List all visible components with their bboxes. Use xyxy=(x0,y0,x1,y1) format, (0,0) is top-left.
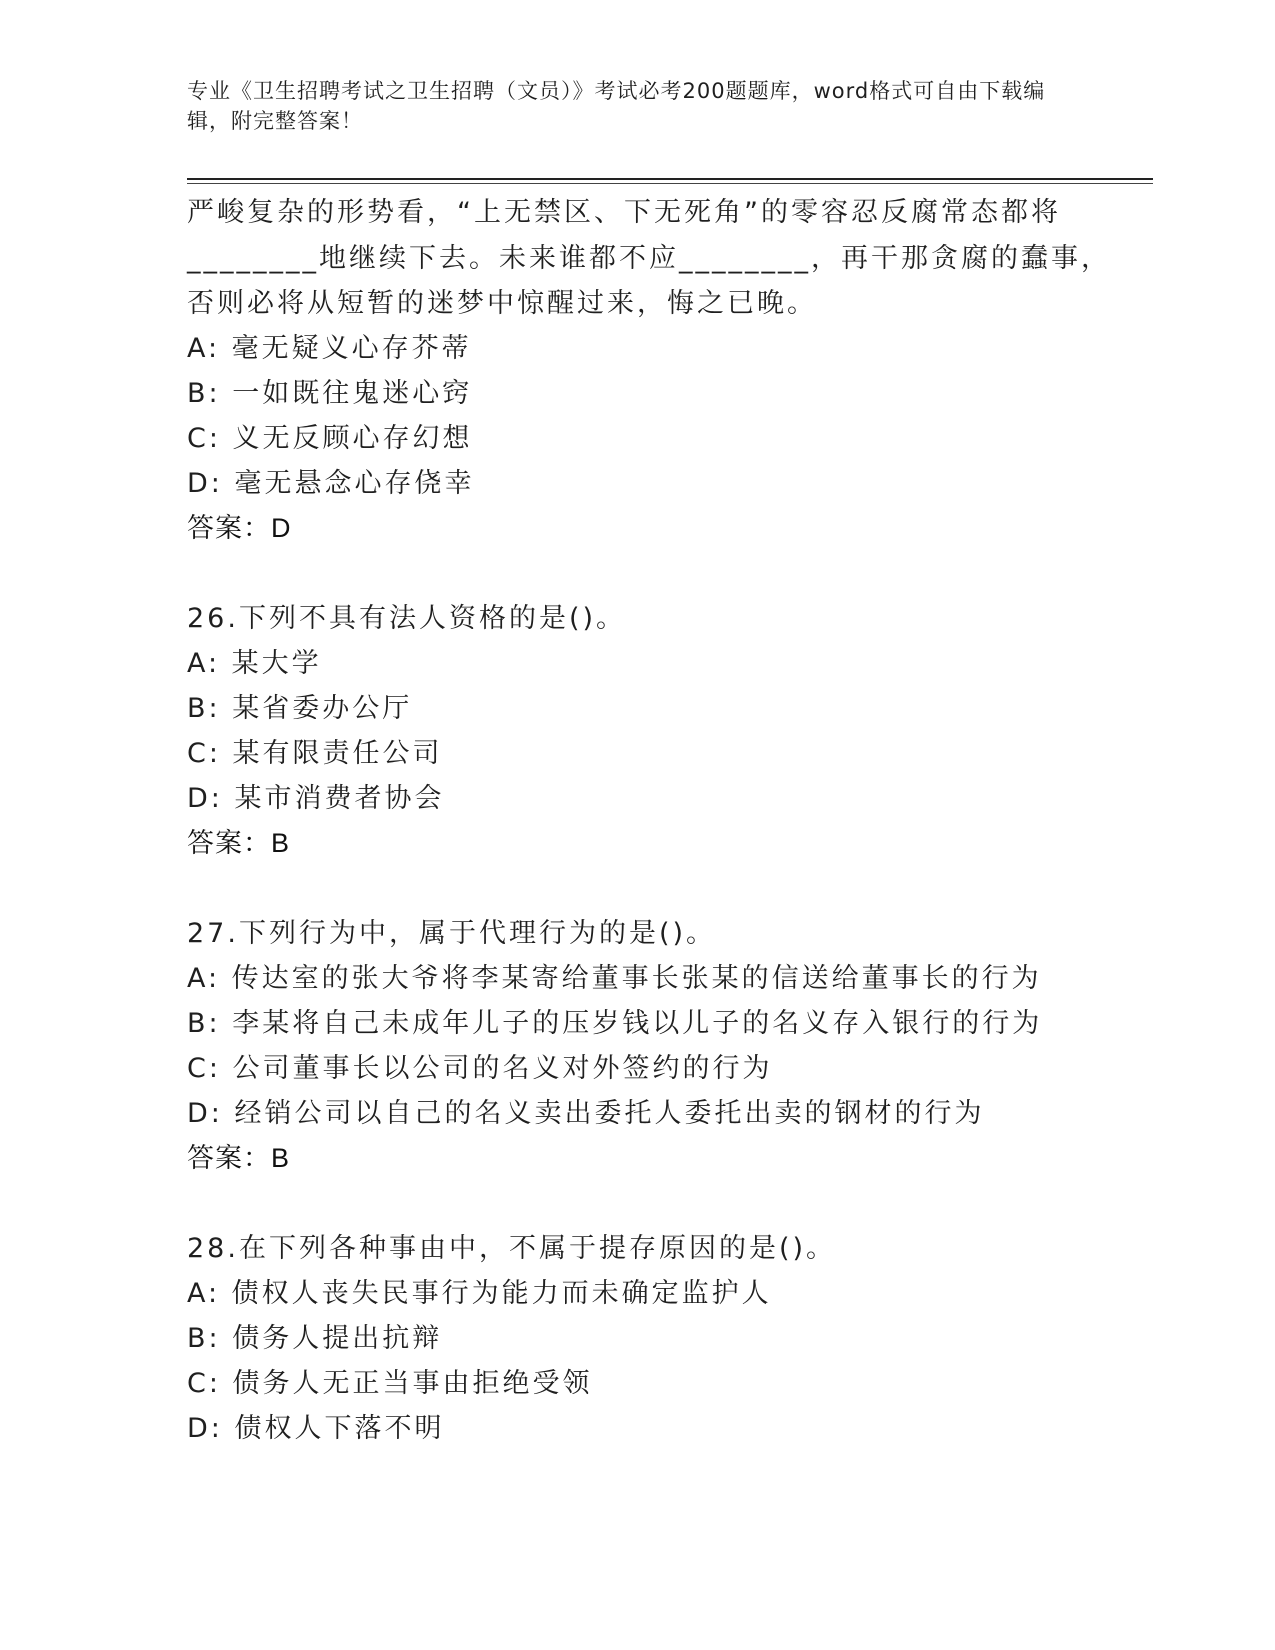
option-d: D: 某市消费者协会 xyxy=(187,783,445,814)
option-d: D: 债权人下落不明 xyxy=(187,1413,445,1444)
spacer xyxy=(187,551,1153,596)
question-stem-line: ________地继续下去。未来谁都不应________，再干那贪腐的蠢事， xyxy=(187,243,1111,274)
question-27 xyxy=(187,911,1153,1181)
option-a: A: 债权人丧失民事行为能力而未确定监护人 xyxy=(187,1278,772,1309)
question-25 xyxy=(187,190,1153,551)
question-26 xyxy=(187,596,1153,866)
question-stem: 27.下列行为中，属于代理行为的是()。 xyxy=(187,918,717,949)
header-rule-thin xyxy=(187,183,1153,184)
option-c: C: 债务人无正当事由拒绝受领 xyxy=(187,1368,593,1399)
option-b: B: 一如既往鬼迷心窍 xyxy=(187,378,473,409)
question-stem-line: 否则必将从短暂的迷梦中惊醒过来，悔之已晚。 xyxy=(187,288,817,319)
document-header: 专业《卫生招聘考试之卫生招聘（文员）》考试必考200题题库，word格式可自由下载编辑，附完整答案！ xyxy=(187,79,1046,133)
option-a: A: 传达室的张大爷将李某寄给董事长张某的信送给董事长的行为 xyxy=(187,963,1042,994)
answer-label: 答案：B xyxy=(187,828,291,858)
option-a: A: 毫无疑义心存芥蒂 xyxy=(187,333,472,364)
header-rule-thick xyxy=(187,178,1153,180)
spacer xyxy=(187,866,1153,911)
option-d: D: 毫无悬念心存侥幸 xyxy=(187,468,475,499)
document-body xyxy=(187,190,1153,1451)
answer-label: 答案：D xyxy=(187,513,292,543)
question-stem: 26.下列不具有法人资格的是()。 xyxy=(187,603,627,634)
question-28 xyxy=(187,1226,1153,1451)
spacer xyxy=(187,1181,1153,1226)
option-c: C: 某有限责任公司 xyxy=(187,738,443,769)
option-b: B: 某省委办公厅 xyxy=(187,693,413,724)
option-b: B: 李某将自己未成年儿子的压岁钱以儿子的名义存入银行的行为 xyxy=(187,1008,1043,1039)
option-d: D: 经销公司以自己的名义卖出委托人委托出卖的钢材的行为 xyxy=(187,1098,985,1129)
answer-label: 答案：B xyxy=(187,1143,291,1173)
option-a: A: 某大学 xyxy=(187,648,322,679)
question-stem: 28.在下列各种事由中，不属于提存原因的是()。 xyxy=(187,1233,837,1264)
option-c: C: 义无反顾心存幻想 xyxy=(187,423,473,454)
option-b: B: 债务人提出抗辩 xyxy=(187,1323,443,1354)
question-stem-line: 严峻复杂的形势看，“上无禁区、下无死角”的零容忍反腐常态都将 xyxy=(187,197,1061,228)
option-c: C: 公司董事长以公司的名义对外签约的行为 xyxy=(187,1053,773,1084)
